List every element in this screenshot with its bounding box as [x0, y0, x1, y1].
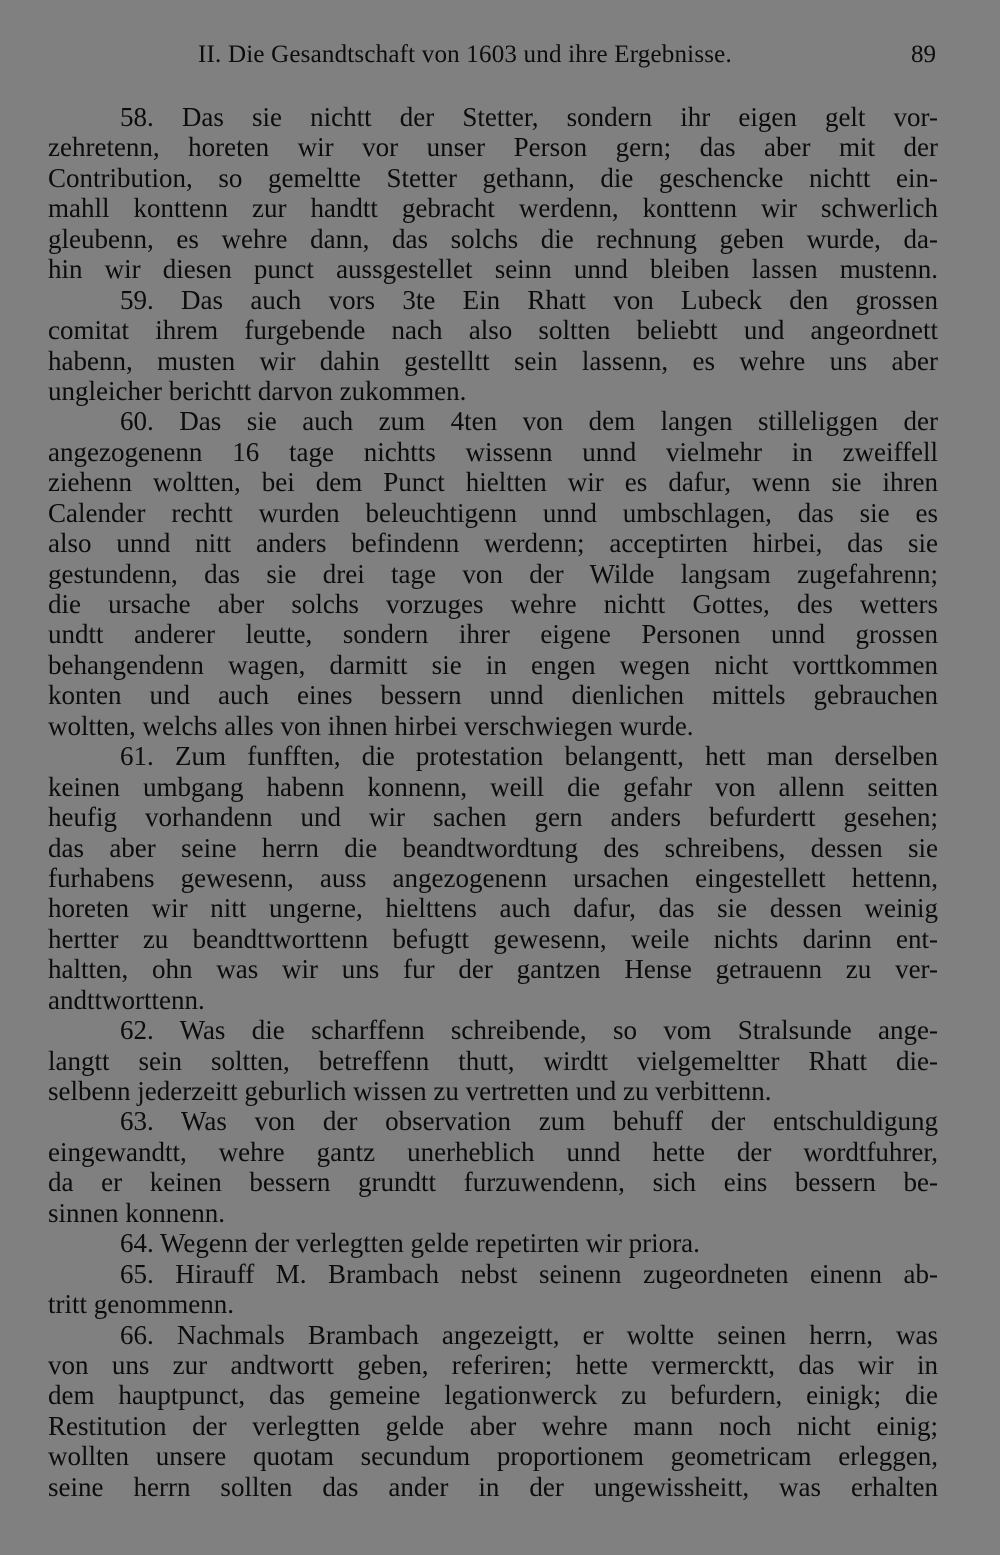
text-line: woltten, welchs alles von ihnen hirbei verschwiegen wurde. — [48, 710, 694, 741]
text-line: mahll konttenn zur handtt gebracht werdenn, konttenn wir schwerlich — [48, 193, 938, 224]
text-line: Contribution, so gemeltte Stetter gethann, die geschencke nichtt ein- — [48, 162, 938, 193]
text-line: haltten, ohn was wir uns fur der gantzen Hense getrauenn zu ver- — [48, 954, 938, 985]
text-line: 60. Das sie auch zum 4ten von dem langen stilleliggen der — [120, 406, 938, 437]
text-line: das aber seine herrn die beandtwordtung des schreibens, dessen sie — [48, 832, 938, 863]
text-line: tritt genommenn. — [48, 1289, 234, 1320]
text-line: also unnd nitt anders befindenn werdenn; acceptirten hirbei, das sie — [48, 528, 938, 559]
text-line: Calender rechtt wurden beleuchtigenn unnd umbschlagen, das sie es — [48, 497, 938, 528]
text-line: 58. Das sie nichtt der Stetter, sondern ihr eigen gelt vor- — [120, 102, 938, 132]
text-line: hertter zu beandttworttenn befugtt gewesenn, weile nichts darinn ent- — [48, 923, 938, 954]
text-line: ungleicher berichtt darvon zukommen. — [48, 375, 467, 406]
text-line: undtt anderer leutte, sondern ihrer eigene Personen unnd grossen — [48, 619, 938, 650]
text-line: behangendenn wagen, darmitt sie in engen wegen nicht vorttkommen — [48, 649, 938, 680]
text-line: selbenn jederzeitt geburlich wissen zu vertretten und zu verbittenn. — [48, 1076, 772, 1106]
text-line: eingewandtt, wehre gantz unerheblich unnd hette der wordtfuhrer, — [48, 1136, 938, 1167]
text-line: dem hauptpunct, das gemeine legationwerck zu befurdern, einigk; die — [48, 1380, 938, 1411]
text-line: furhabens gewesenn, auss angezogenenn ursachen eingestellett hettenn, — [48, 862, 938, 893]
text-line: andttworttenn. — [48, 984, 205, 1015]
text-line: seine herrn sollten das ander in der ungewissheitt, was erhalten — [48, 1471, 938, 1502]
text-line: horeten wir nitt ungerne, hielttens auch dafur, das sie dessen weinig — [48, 893, 938, 924]
text-line: 64. Wegenn der verlegtten gelde repetirten wir priora. — [120, 1228, 700, 1259]
text-line: Restitution der verlegtten gelde aber wehre mann noch nicht einig; — [48, 1410, 938, 1441]
text-line: 62. Was die scharffenn schreibende, so vom Stralsunde ange- — [120, 1015, 938, 1046]
page-number: 89 — [911, 41, 936, 68]
chapter-title: II. Die Gesandtschaft von 1603 und ihre Ergebnisse. — [198, 41, 732, 68]
body-text — [48, 102, 938, 1502]
text-line: keinen umbgang habenn konnenn, weill die gefahr von allenn seitten — [48, 771, 938, 802]
text-line: wollten unsere quotam secundum proportionem geometricam erleggen, — [48, 1441, 938, 1472]
running-header — [48, 38, 938, 72]
text-line: da er keinen bessern grundtt furzuwendenn, sich eins bessern be- — [48, 1167, 938, 1198]
text-line: 61. Zum funfften, die protestation belangentt, hett man derselben — [120, 741, 938, 772]
text-line: hin wir diesen punct aussgestellet seinn unnd bleiben lassen mustenn. — [48, 254, 938, 285]
text-line: 63. Was von der observation zum behuff der entschuldigung — [120, 1106, 938, 1137]
text-line: 66. Nachmals Brambach angezeigtt, er woltte seinen herrn, was — [120, 1319, 938, 1350]
text-line: heufig vorhandenn und wir sachen gern anders befurdertt gesehen; — [48, 802, 938, 833]
text-line: habenn, musten wir dahin gestelltt sein lassenn, es wehre uns aber — [48, 345, 938, 376]
text-line: 59. Das auch vors 3te Ein Rhatt von Lubeck den grossen — [120, 284, 938, 315]
text-line: sinnen konnenn. — [48, 1197, 225, 1228]
text-line: ziehenn woltten, bei dem Punct hieltten wir es dafur, wenn sie ihren — [48, 467, 938, 498]
text-line: zehretenn, horeten wir vor unser Person gern; das aber mit der — [48, 132, 938, 163]
text-line: von uns zur andtwortt geben, referiren; hette vermercktt, das wir in — [48, 1349, 938, 1380]
text-line: 65. Hirauff M. Brambach nebst seinenn zugeordneten einenn ab- — [120, 1258, 938, 1289]
text-line: konten und auch eines bessern unnd dienlichen mittels gebrauchen — [48, 680, 938, 711]
text-line: angezogenenn 16 tage nichtts wissenn unnd vielmehr in zweiffell — [48, 436, 938, 467]
text-line: gleubenn, es wehre dann, das solchs die rechnung geben wurde, da- — [48, 223, 938, 254]
text-line: gestundenn, das sie drei tage von der Wilde langsam zugefahrenn; — [48, 558, 938, 589]
text-line: die ursache aber solchs vorzuges wehre nichtt Gottes, des wetters — [48, 589, 938, 619]
text-line: comitat ihrem furgebende nach also soltten beliebtt und angeordnett — [48, 315, 938, 346]
text-line: langtt sein soltten, betreffenn thutt, wirdtt vielgemeltter Rhatt die- — [48, 1045, 938, 1076]
